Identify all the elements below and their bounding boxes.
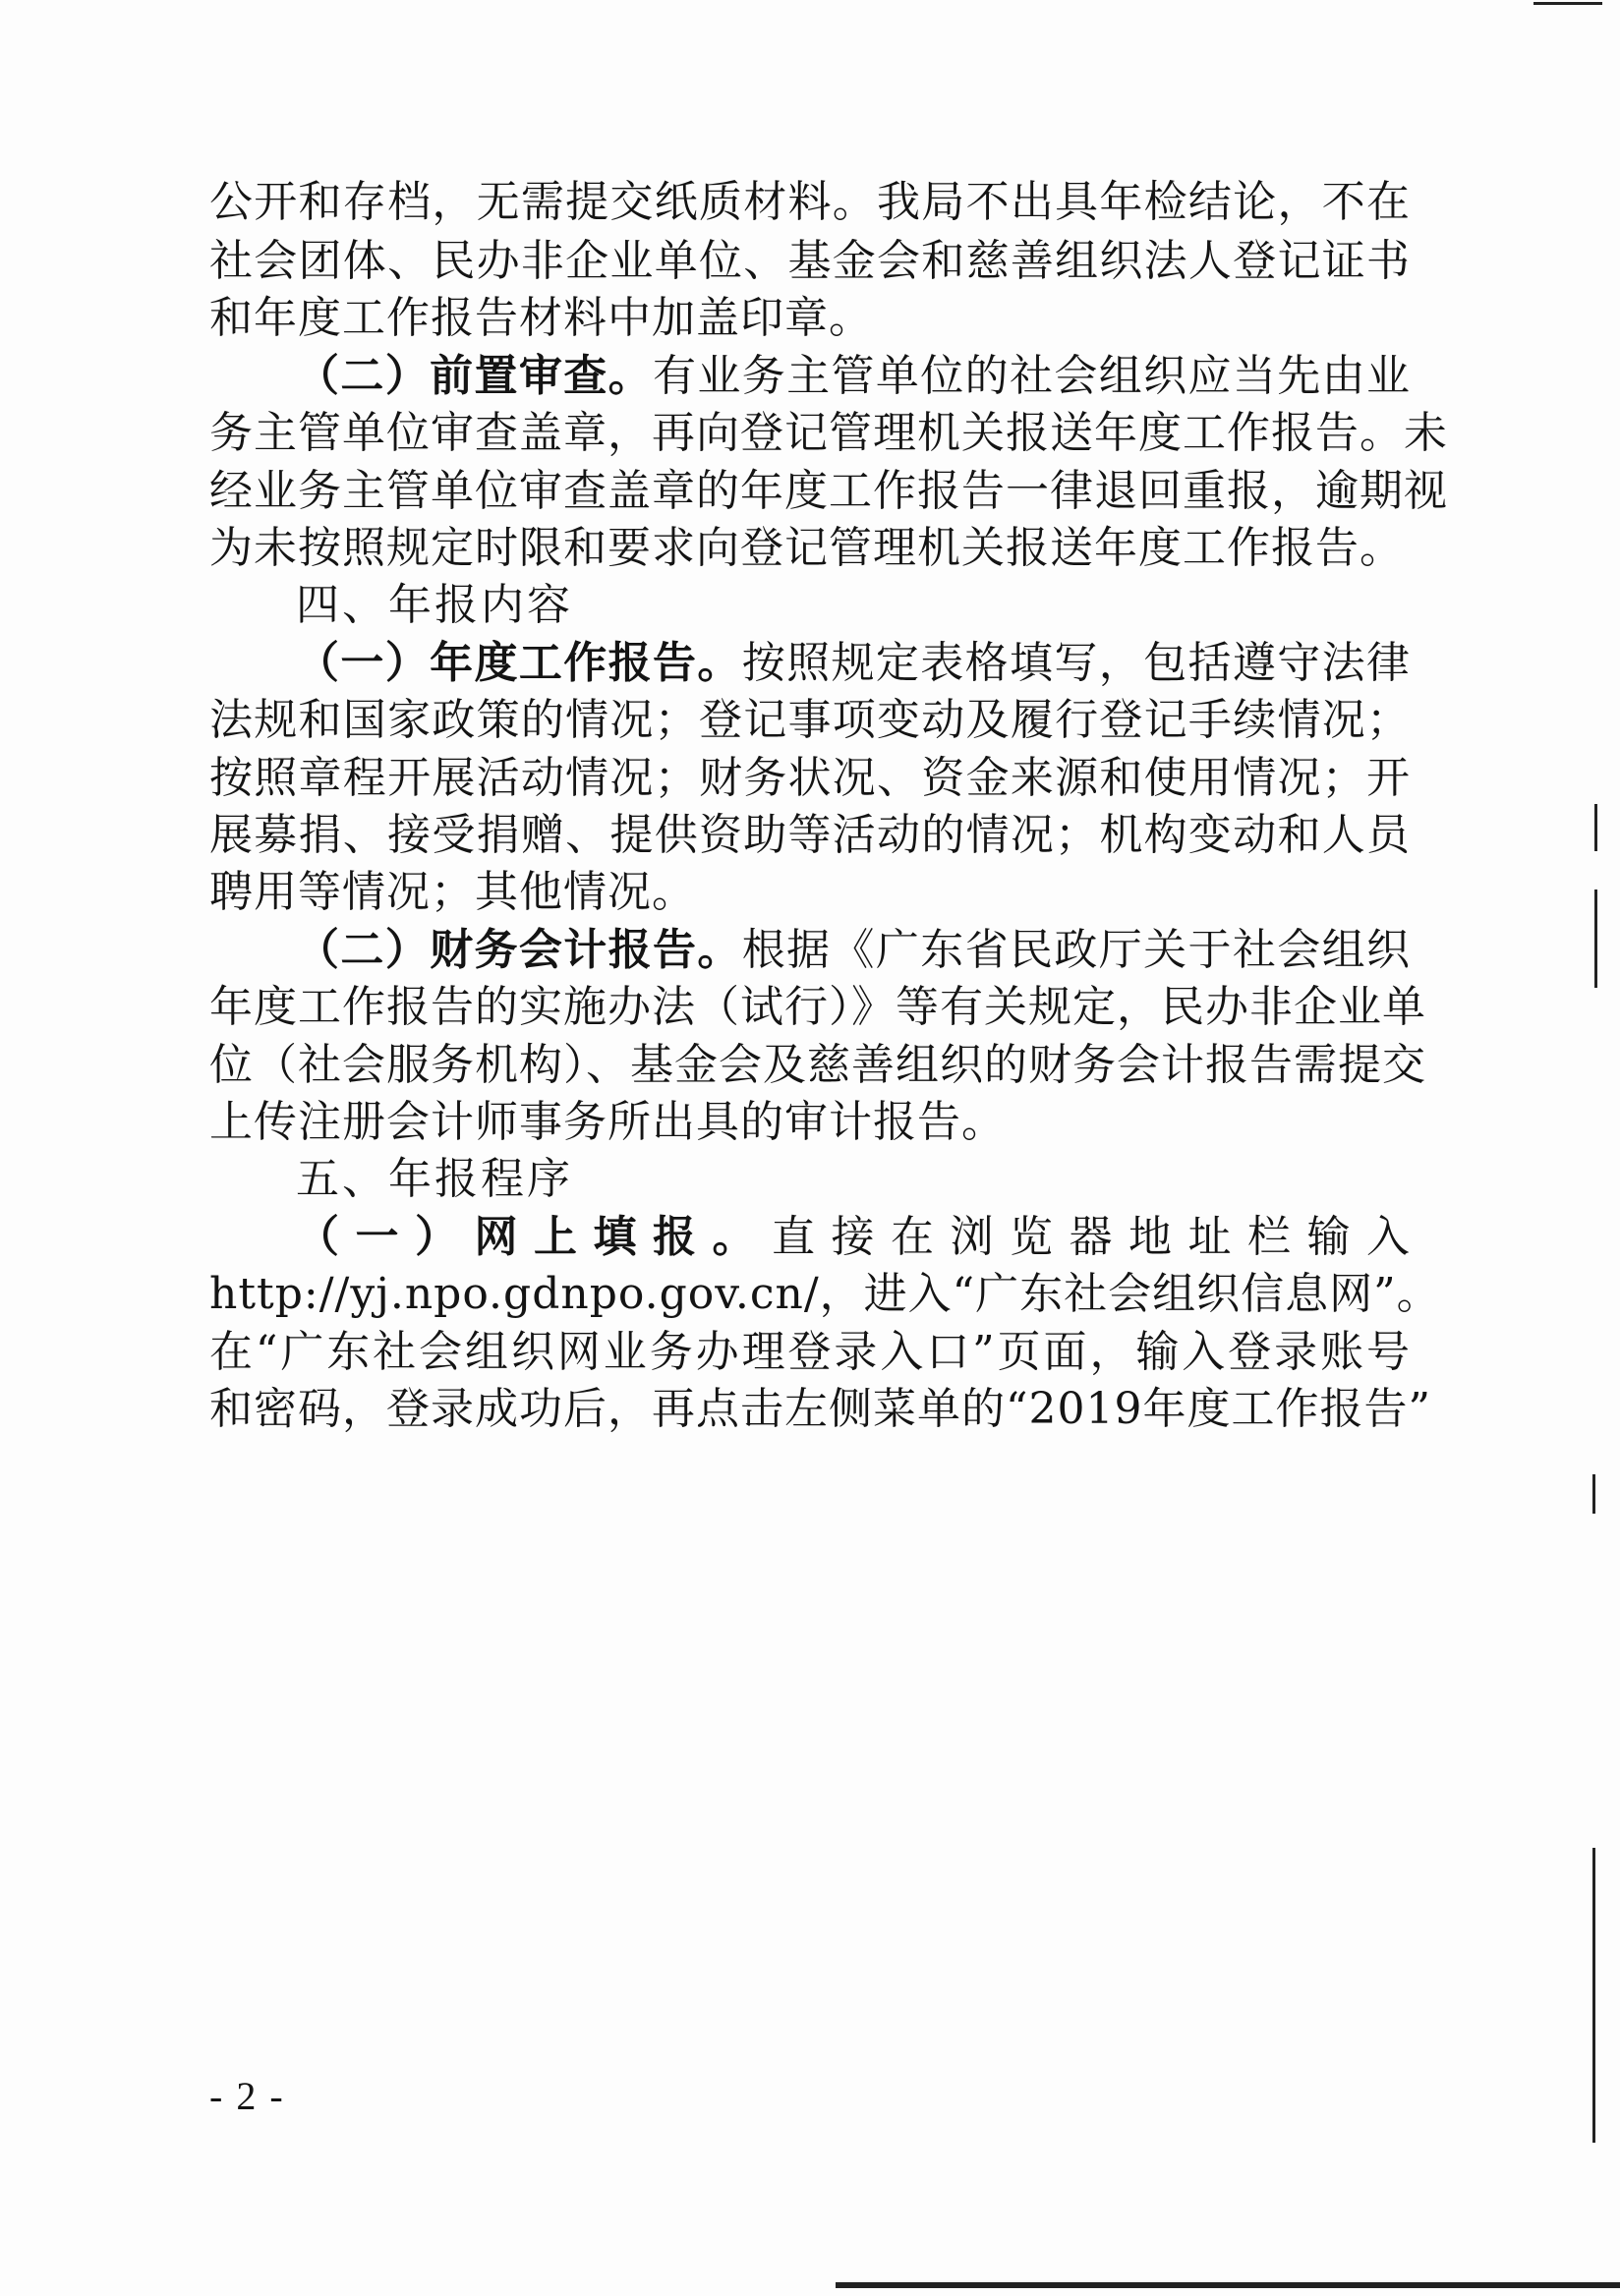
- text-line: 法规和国家政策的情况；登记事项变动及履行登记手续情况；: [209, 695, 1411, 745]
- section-label: （二）财务会计报告。: [296, 925, 742, 975]
- section-label: （二）前置审查。: [296, 351, 653, 401]
- paragraph-text: 按照规定表格填写，包括遵守法律: [741, 638, 1411, 688]
- text-line: 展募捐、接受捐赠、提供资助等活动的情况；机构变动和人员: [209, 810, 1411, 860]
- scan-artifact: [836, 2282, 1620, 2288]
- scan-artifact: [1594, 804, 1597, 851]
- paragraph-text: 有业务主管单位的社会组织应当先由业: [653, 351, 1411, 401]
- paragraph-lead: [296, 347, 1411, 406]
- section-label: （一）网上填报。: [296, 1212, 772, 1262]
- text-line: 按照章程开展活动情况；财务状况、资金来源和使用情况；开: [209, 753, 1411, 803]
- paragraph-text: 根据《广东省民政厅关于社会组织: [741, 925, 1411, 975]
- paragraph-lead: [296, 634, 1411, 693]
- text-line: 为未按照规定时限和要求向登记管理机关报送年度工作报告。: [209, 523, 1404, 573]
- text-line: 在“广东社会组织网业务办理登录入口”页面，输入登录账号: [209, 1327, 1411, 1377]
- text-line: 社会团体、民办非企业单位、基金会和慈善组织法人登记证书: [209, 236, 1411, 286]
- text-line: 和密码，登录成功后，再点击左侧菜单的“2019年度工作报告”: [209, 1384, 1431, 1434]
- scan-artifact: [1533, 2, 1602, 5]
- scan-artifact: [1592, 1474, 1595, 1514]
- section-heading: 四、年报内容: [296, 580, 573, 630]
- page-number: - 2 -: [209, 2074, 285, 2118]
- text-line: 务主管单位审查盖章，再向登记管理机关报送年度工作报告。未: [209, 408, 1448, 458]
- text-line: 年度工作报告的实施办法（试行）》等有关规定，民办非企业单: [209, 982, 1426, 1032]
- section-heading: 五、年报程序: [296, 1154, 573, 1204]
- scan-artifact: [1594, 890, 1597, 988]
- text-line: 聘用等情况；其他情况。: [209, 867, 696, 917]
- paragraph-lead: [296, 921, 1411, 980]
- paragraph-lead: [296, 1208, 1411, 1267]
- text-line: 公开和存档，无需提交纸质材料。我局不出具年检结论，不在: [209, 177, 1411, 227]
- text-line: 位（社会服务机构）、基金会及慈善组织的财务会计报告需提交: [209, 1040, 1426, 1090]
- text-line: 经业务主管单位审查盖章的年度工作报告一律退回重报，逾期视: [209, 466, 1448, 516]
- text-line: 上传注册会计师事务所出具的审计报告。: [209, 1097, 1006, 1147]
- section-label: （一）年度工作报告。: [296, 638, 742, 688]
- text-line: 和年度工作报告材料中加盖印章。: [209, 293, 873, 343]
- paragraph-text: 直接在浏览器地址栏输入: [772, 1212, 1411, 1262]
- text-line: http://yj.npo.gdnpo.gov.cn/，进入“广东社会组织信息网”。: [209, 1269, 1441, 1319]
- scan-artifact: [1592, 1848, 1595, 2143]
